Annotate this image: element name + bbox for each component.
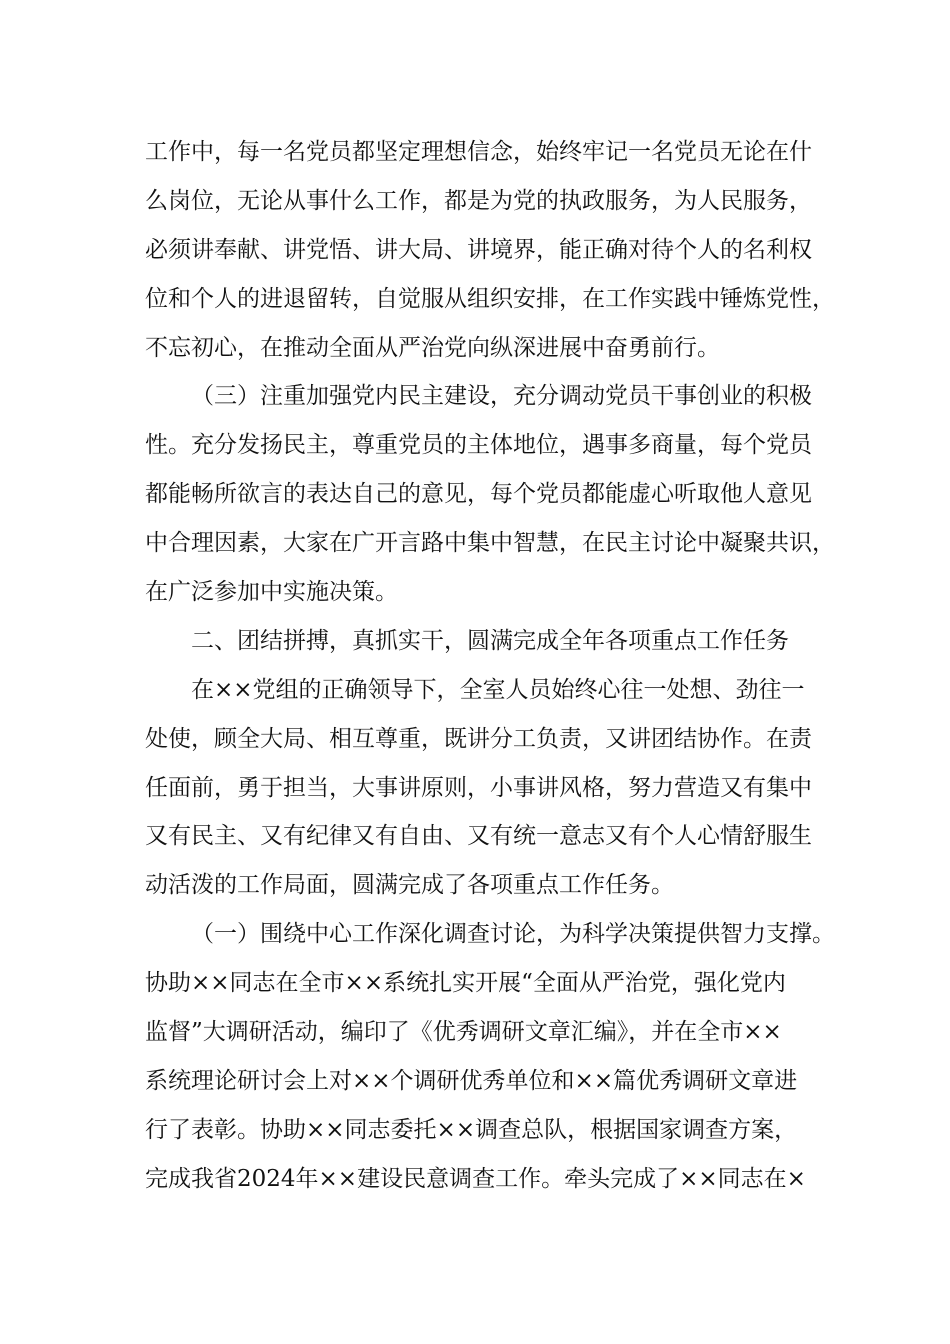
text-line-6: （三）注重加强党内民主建设，充分调动党员干事创业的积极 xyxy=(191,383,812,410)
text-line-19: 监督”大调研活动，编印了《优秀调研文章汇编》，并在全市×× xyxy=(145,1019,782,1046)
text-line-22: 完成我省2024年××建设民意调查工作。牵头完成了××同志在× xyxy=(145,1165,806,1192)
section-heading: 二、团结拼搏，真抓实干，圆满完成全年各项重点工作任务 xyxy=(191,627,789,654)
text-line-12: 在××党组的正确领导下，全室人员始终心往一处想、劲往一 xyxy=(191,676,805,703)
text-line-8: 都能畅所欲言的表达自己的意见，每个党员都能虚心听取他人意见 xyxy=(145,481,812,508)
text-line-5: 不忘初心，在推动全面从严治党向纵深进展中奋勇前行。 xyxy=(145,334,720,361)
text-line-9: 中合理因素，大家在广开言路中集中智慧，在民主讨论中凝聚共识， xyxy=(145,530,835,557)
document-body xyxy=(145,128,835,1204)
text-line-1: 工作中，每一名党员都坚定理想信念，始终牢记一名党员无论在什 xyxy=(145,139,812,165)
text-line-15: 又有民主、又有纪律又有自由、又有统一意志又有个人心情舒服生 xyxy=(145,823,812,850)
text-line-20: 系统理论研讨会上对××个调研优秀单位和××篇优秀调研文章进 xyxy=(145,1067,798,1094)
text-line-17: （一）围绕中心工作深化调查讨论，为科学决策提供智力支撑。 xyxy=(191,921,835,948)
text-line-16: 动活泼的工作局面，圆满完成了各项重点工作任务。 xyxy=(145,872,674,899)
text-line-10: 在广泛参加中实施决策。 xyxy=(145,579,398,606)
text-line-21: 行了表彰。协助××同志委托××调查总队，根据国家调查方案， xyxy=(145,1116,798,1143)
text-line-3: 必须讲奉献、讲党悟、讲大局、讲境界，能正确对待个人的名利权 xyxy=(145,236,812,263)
text-line-14: 任面前，勇于担当，大事讲原则，小事讲风格，努力营造又有集中 xyxy=(145,774,812,801)
text-line-2: 么岗位，无论从事什么工作，都是为党的执政服务，为人民服务， xyxy=(145,187,812,214)
text-line-4: 位和个人的进退留转，自觉服从组织安排，在工作实践中锤炼党性， xyxy=(145,285,835,312)
text-line-13: 处使，顾全大局、相互尊重，既讲分工负责，又讲团结协作。在责 xyxy=(145,725,812,752)
text-line-7: 性。充分发扬民主，尊重党员的主体地位，遇事多商量，每个党员 xyxy=(145,432,812,459)
text-line-18: 协助××同志在全市××系统扎实开展“全面从严治党，强化党内 xyxy=(145,970,786,997)
